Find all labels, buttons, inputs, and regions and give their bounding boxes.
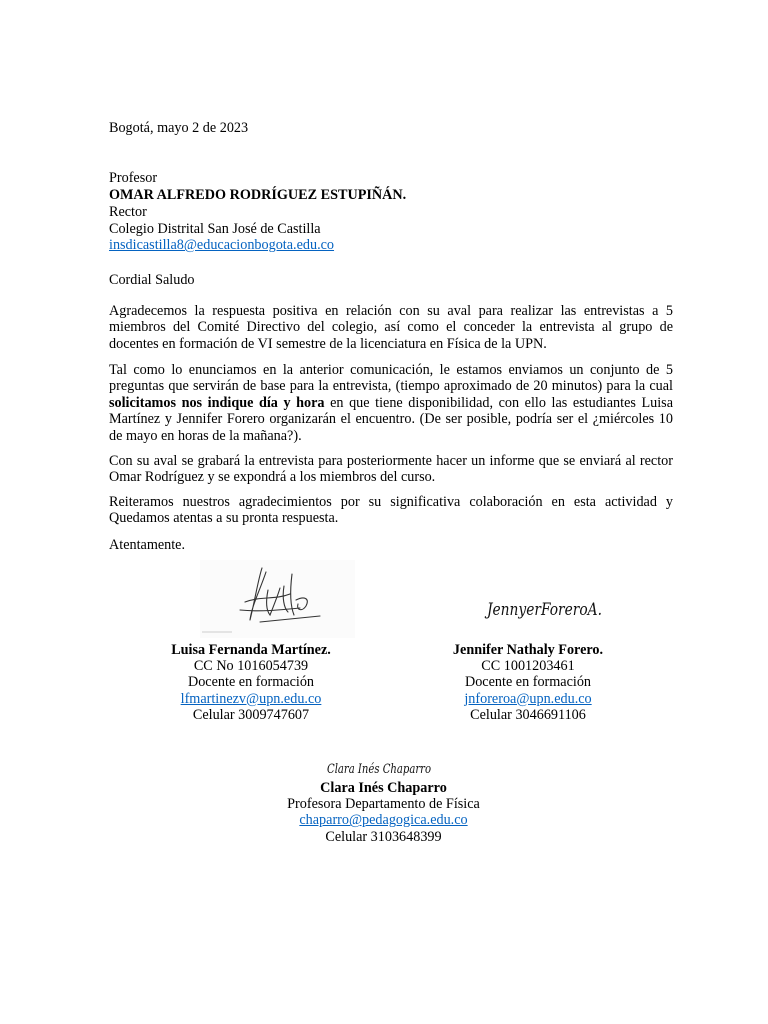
recipient-title: Profesor bbox=[109, 170, 158, 186]
body-paragraph-2 bbox=[109, 362, 673, 444]
greeting: Cordial Saludo bbox=[109, 272, 195, 288]
closing: Atentamente. bbox=[109, 537, 186, 553]
signatory-name: Jennifer Nathaly Forero. bbox=[452, 642, 604, 658]
signatory-email-link[interactable]: lfmartinezv@upn.edu.co bbox=[180, 690, 322, 707]
signatory-id: CC 1001203461 bbox=[481, 658, 575, 675]
signatory-name: Clara Inés Chaparro bbox=[320, 780, 447, 796]
body-paragraph-4: Reiteramos nuestros agradecimientos por su significativa colaboración en esta actividad y Quedamos atentas a su pronta respuesta. bbox=[109, 494, 673, 527]
signatory-id: CC No 1016054739 bbox=[193, 658, 309, 675]
clara-signature-image bbox=[325, 755, 435, 781]
signature-block-jennifer bbox=[413, 642, 643, 723]
recipient-institution: Colegio Distrital San José de Castilla bbox=[109, 221, 321, 237]
signatory-role: Docente en formación bbox=[187, 674, 315, 691]
clara-signature-text: Clara Inés Chaparro bbox=[327, 762, 432, 777]
signatory-email-link[interactable]: chaparro@pedagogica.edu.co bbox=[299, 812, 468, 829]
signatory-name: Luisa Fernanda Martínez. bbox=[171, 642, 331, 658]
jennifer-signature-image bbox=[485, 588, 610, 628]
recipient-name: OMAR ALFREDO RODRÍGUEZ ESTUPIÑÁN. bbox=[109, 187, 407, 203]
signatory-email-link[interactable]: jnforeroa@upn.edu.co bbox=[464, 690, 592, 707]
recipient-email-link[interactable]: insdicastilla8@educacionbogota.edu.co bbox=[109, 237, 335, 253]
signatory-role: Docente en formación bbox=[464, 674, 592, 691]
signature-block-clara bbox=[276, 780, 491, 845]
signatory-phone: Celular 3103648399 bbox=[325, 828, 442, 845]
signature-block-luisa bbox=[136, 642, 366, 723]
paragraph-2-text-b: en que tiene disponibilidad, con ello las estudiantes Luisa Martínez y Jennifer Forero organizarán el encuentro. (De ser posible, podría ser el ¿miércoles 10 de mayo en horas de la mañana?). bbox=[109, 394, 673, 444]
body-paragraph-3: Con su aval se grabará la entrevista para posteriormente hacer un informe que se enviará al rector Omar Rodríguez y se expondrá a los miembros del curso. bbox=[109, 453, 673, 486]
signatory-phone: Celular 3009747607 bbox=[192, 706, 310, 723]
jennifer-signature-text: JennyerForeroA. bbox=[484, 600, 602, 620]
paragraph-2-text-a: Tal como lo enunciamos en la anterior comunicación, le estamos enviamos un conjunto de 5 preguntas que servirán de base para la entrevista, (tiempo aproximado de 20 minutos) para la cual bbox=[109, 362, 673, 395]
body-paragraph-1: Agradecemos la respuesta positiva en relación con su aval para realizar las entrevistas a 5 miembros del Comité Directivo del colegio, así como el conceder la entrevista al grupo de docentes en formación de VI semestre de la licenciatura en Física de la UPN. bbox=[109, 303, 673, 352]
letter-date: Bogotá, mayo 2 de 2023 bbox=[109, 120, 249, 136]
luisa-signature-image bbox=[200, 560, 355, 638]
signatory-role: Profesora Departamento de Física bbox=[287, 796, 480, 813]
signatory-phone: Celular 3046691106 bbox=[470, 706, 586, 723]
paragraph-2-bold-request: solicitamos nos indique día y hora bbox=[109, 394, 325, 411]
recipient-position: Rector bbox=[109, 204, 147, 220]
